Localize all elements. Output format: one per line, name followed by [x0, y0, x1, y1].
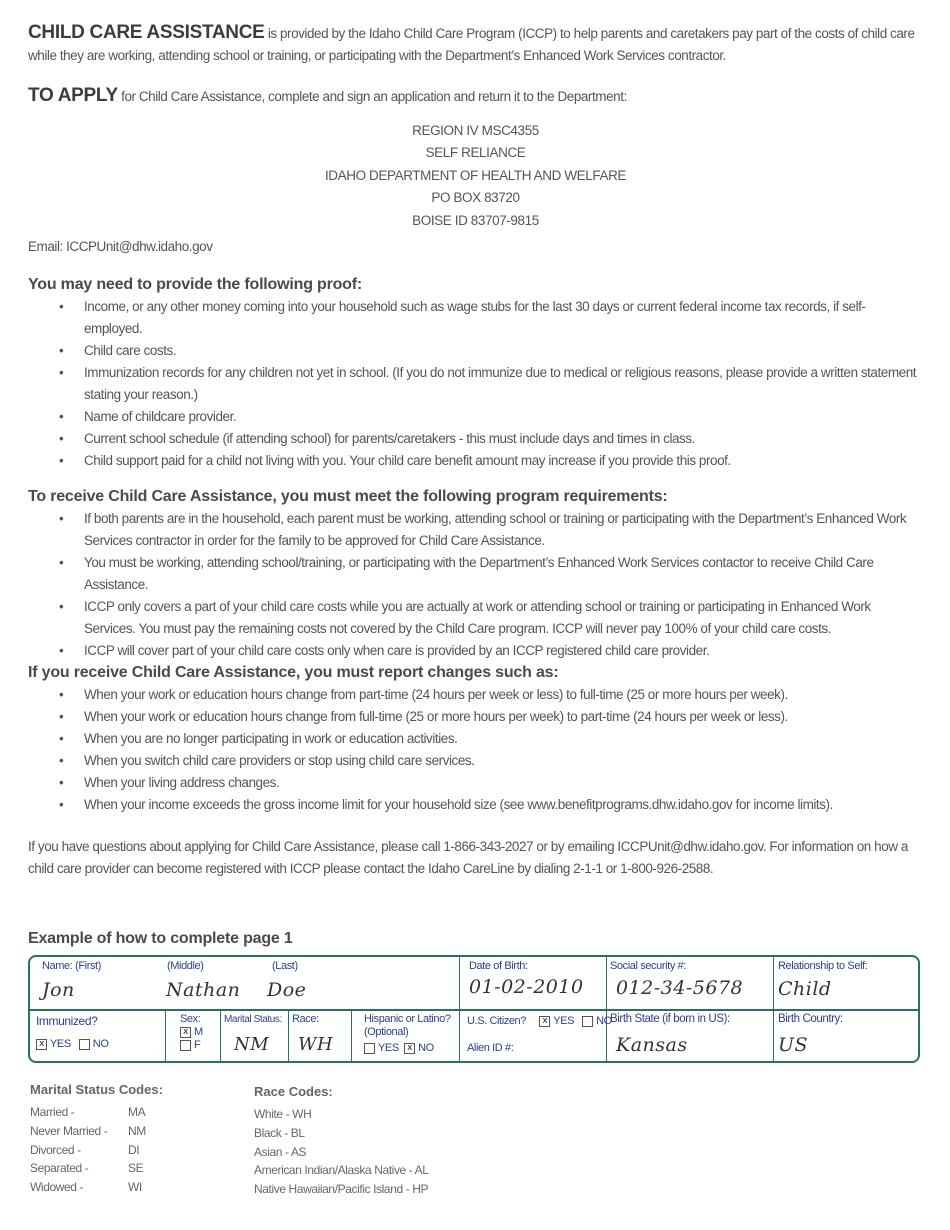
apply-text: for Child Care Assistance, complete and sign an application and return it to the Department: — [121, 89, 627, 104]
intro-heading: CHILD CARE ASSISTANCE — [28, 22, 265, 43]
no-label: NO — [596, 1015, 612, 1028]
citizen-field — [467, 1015, 612, 1055]
birth-country-value: US — [778, 1034, 809, 1057]
last-name-value: Doe — [267, 979, 307, 1002]
race-codes-title: Race Codes: — [254, 1084, 333, 1099]
relationship-field — [778, 960, 918, 1000]
address-line: BOISE ID 83707-9815 — [412, 212, 539, 228]
sex-field — [180, 1013, 220, 1052]
code-row: Never Married - NM — [30, 1123, 146, 1138]
sex-label: Sex: — [180, 1013, 201, 1026]
list-item: • ICCP only covers a part of your child care costs while you are actually at work or attending school or training or participating in Enhanced Work Services. You must pay the remaining costs not covered by the Child Care program. ICCP will never pay 100% of your child care costs. — [84, 596, 923, 640]
mailing-address — [28, 120, 923, 232]
apply-paragraph — [28, 85, 923, 108]
apply-heading: TO APPLY — [28, 85, 118, 106]
address-line: SELF RELIANCE — [425, 145, 526, 161]
hispanic-no-checkbox[interactable]: x — [404, 1043, 415, 1054]
optional-label: (Optional) — [364, 1026, 409, 1039]
middle-name-value: Nathan — [166, 979, 241, 1002]
list-item: • Current school schedule (if attending school) for parents/caretakers - this must include days and times in class. — [84, 428, 923, 450]
address-line: IDAHO DEPARTMENT OF HEALTH AND WELFARE — [324, 167, 627, 183]
male-label: M — [194, 1026, 203, 1039]
name-field — [42, 960, 452, 1009]
immunized-label: Immunized? — [36, 1014, 98, 1029]
list-item: • When you are no longer participating in work or education activities. — [84, 728, 923, 750]
birth-state-value: Kansas — [616, 1034, 688, 1057]
last-label: (Last) — [272, 960, 298, 973]
marital-value: NM — [234, 1034, 270, 1056]
sex-female-checkbox[interactable] — [180, 1040, 191, 1051]
citizen-no-checkbox[interactable] — [582, 1016, 593, 1027]
intro-paragraph — [28, 22, 923, 67]
citizen-label: U.S. Citizen? — [467, 1015, 526, 1028]
ssn-value: 012-34-5678 — [616, 977, 744, 1000]
citizen-yes-checkbox[interactable]: x — [539, 1016, 550, 1027]
requirements-list — [28, 508, 923, 662]
birth-country-label: Birth Country: — [778, 1013, 843, 1026]
code-row: Native Hawaiian/Pacific Island - HP — [254, 1182, 429, 1197]
list-item: • When your income exceeds the gross income limit for your household size (see www.benefitprograms.dhw.idaho.gov for income limits). — [84, 794, 923, 816]
example-title: Example of how to complete page 1 — [28, 930, 293, 948]
first-label: (First) — [75, 960, 101, 973]
hispanic-label: Hispanic or Latino? — [364, 1013, 451, 1026]
list-item: • Income, or any other money coming into your household such as wage stubs for the last 30 days or current federal income tax records, if self-employed. — [84, 296, 923, 340]
changes-list — [28, 684, 923, 816]
proof-heading: You may need to provide the following proof: — [28, 276, 363, 294]
dob-label: Date of Birth: — [469, 960, 528, 973]
immunized-no-checkbox[interactable] — [79, 1039, 90, 1050]
form-divider — [351, 1011, 352, 1061]
address-line: REGION IV MSC4355 — [412, 123, 539, 138]
no-label: NO — [418, 1042, 434, 1055]
requirements-heading: To receive Child Care Assistance, you must meet the following program requirements: — [28, 488, 668, 506]
list-item: • ICCP will cover part of your child care costs only when care is provided by an ICCP registered child care provider. — [84, 640, 923, 662]
relationship-value: Child — [778, 978, 832, 1001]
list-item: • When you switch child care providers or stop using child care services. — [84, 750, 923, 772]
race-codes — [254, 1084, 514, 1199]
ssn-label: Social security #: — [610, 960, 686, 973]
marital-codes-title: Marital Status Codes: — [30, 1082, 163, 1097]
form-divider — [773, 957, 774, 1061]
marital-status-field — [224, 1013, 288, 1055]
ssn-field — [610, 960, 770, 999]
proof-list — [28, 296, 923, 472]
birth-state-label: Birth State (if born in US): — [610, 1013, 730, 1026]
email-line: Email: ICCPUnit@dhw.idaho.gov — [28, 239, 213, 255]
list-item: • When your living address changes. — [84, 772, 923, 794]
relationship-label: Relationship to Self: — [778, 960, 868, 973]
dob-field — [469, 960, 604, 998]
marital-codes — [30, 1082, 230, 1197]
dob-value: 01-02-2010 — [469, 976, 584, 999]
intro-text: is provided by the Idaho Child Care Program (ICCP) to help parents and caretakers pay part of the costs of child care while they are working, attending school or training, or participating with the Department’s Enhanced Work Services contractor. — [28, 26, 915, 63]
form-divider — [220, 1011, 221, 1061]
birth-country-field — [778, 1013, 918, 1056]
birth-state-field — [610, 1013, 770, 1056]
list-item: • Child support paid for a child not living with you. Your child care benefit amount may increase if you provide this proof. — [84, 450, 923, 472]
form-divider — [288, 1011, 289, 1061]
race-field — [292, 1013, 350, 1055]
first-name-value: Jon — [42, 979, 75, 1002]
yes-label: YES — [553, 1015, 575, 1028]
race-label: Race: — [292, 1013, 319, 1026]
name-label: Name: — [42, 960, 73, 973]
list-item: • If both parents are in the household, each parent must be working, attending school or training or participating with the Department’s Enhanced Work Services contractor in order for the family to be approved for Child Care Assistance. — [84, 508, 923, 552]
address-line: PO BOX 83720 — [431, 190, 520, 206]
code-row: Black - BL — [254, 1125, 305, 1140]
code-row: Widowed - WI — [30, 1180, 142, 1195]
list-item: • When your work or education hours change from part-time (24 hours per week or less) to full-time (25 or more hours per week). — [84, 684, 923, 706]
form-divider — [30, 1009, 918, 1011]
code-row: American Indian/Alaska Native - AL — [254, 1163, 429, 1178]
code-row: Married - MA — [30, 1105, 146, 1119]
hispanic-field — [364, 1013, 459, 1055]
yes-label: YES — [378, 1042, 399, 1055]
code-row: Divorced - DI — [30, 1142, 140, 1157]
marital-label: Marital Status: — [224, 1014, 282, 1026]
race-value: WH — [298, 1034, 334, 1056]
no-label: NO — [92, 1038, 109, 1051]
yes-label: YES — [50, 1038, 71, 1051]
changes-heading: If you receive Child Care Assistance, you must report changes such as: — [28, 664, 559, 682]
code-row: Separated - SE — [30, 1161, 144, 1176]
list-item: • When your work or education hours change from full-time (25 or more hours per week) to part-time (24 hours per week or less). — [84, 706, 923, 728]
middle-label: (Middle) — [167, 960, 204, 973]
sex-male-checkbox[interactable]: x — [180, 1027, 191, 1038]
list-item: • Child care costs. — [84, 340, 923, 362]
contact-paragraph: If you have questions about applying for Child Care Assistance, please call 1-866-343-2027 or by emailing ICCPUnit@dhw.idaho.gov. For information on how a child care provider can become registered with ICCP please contact the Idaho CareLine by dialing 2-1-1 or 1-800-926-2588. — [28, 839, 908, 877]
immunized-field — [36, 1015, 161, 1051]
female-label: F — [194, 1039, 201, 1052]
list-item: • Immunization records for any children not yet in school. (If you do not immunize due to medical or religious reasons, please provide a written statement stating your reason.) — [84, 362, 923, 406]
document-page — [28, 22, 923, 1063]
example-form — [28, 955, 920, 1063]
code-row: White - WH — [254, 1107, 312, 1121]
hispanic-yes-checkbox[interactable] — [364, 1043, 375, 1054]
list-item: • Name of childcare provider. — [84, 406, 923, 428]
list-item: • You must be working, attending school/training, or participating with the Department’s Enhanced Work Services contactor to receive Child Care Assistance. — [84, 552, 923, 596]
code-row: Asian - AS — [254, 1144, 307, 1159]
alien-id-label: Alien ID #: — [467, 1042, 514, 1055]
form-divider — [459, 957, 460, 1061]
immunized-yes-checkbox[interactable]: x — [36, 1039, 47, 1050]
form-divider — [165, 1011, 166, 1061]
